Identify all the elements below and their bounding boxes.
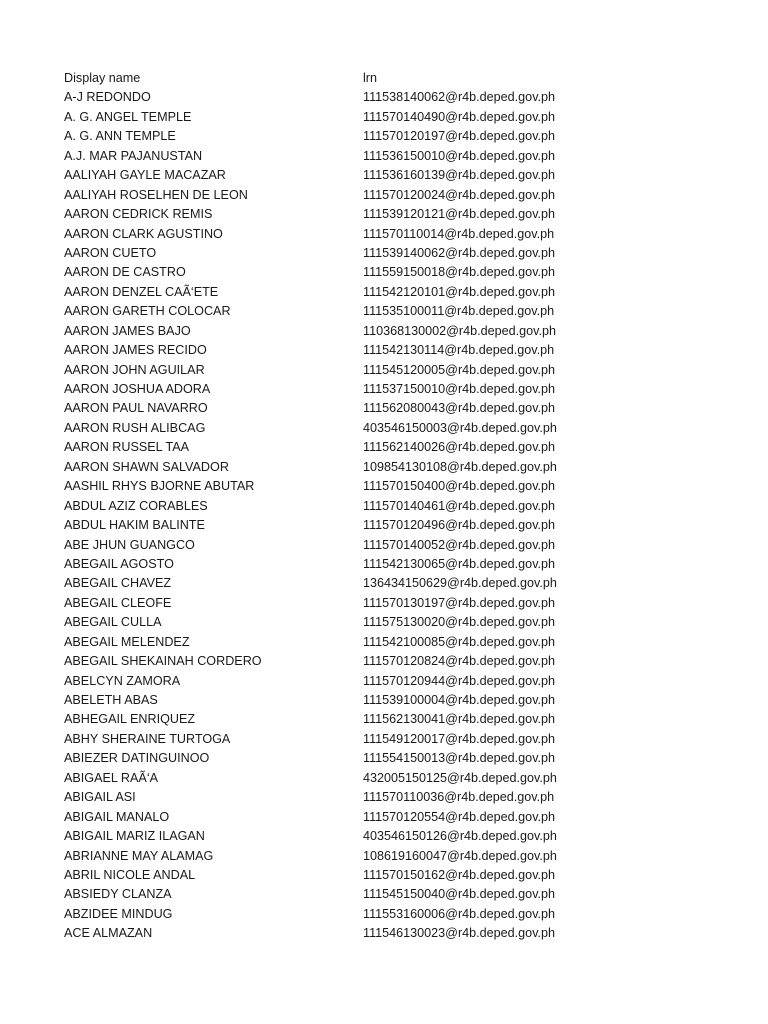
display-name-cell: ABHY SHERAINE TURTOGA: [64, 731, 231, 746]
lrn-cell: 111536160139@r4b.deped.gov.ph: [363, 168, 556, 183]
table-row: [64, 808, 704, 827]
table-row: [64, 827, 704, 846]
display-name-cell: A. G. ANN TEMPLE: [64, 129, 176, 144]
table-row: [64, 574, 704, 593]
display-name-cell: ABZIDEE MINDUG: [64, 906, 173, 921]
display-name-cell: AARON PAUL NAVARRO: [64, 401, 208, 416]
table-row: [64, 536, 704, 555]
lrn-cell: 109854130108@r4b.deped.gov.ph: [363, 459, 557, 474]
display-name-cell: ABEGAIL CHAVEZ: [64, 576, 172, 591]
display-name-cell: ABDUL AZIZ CORABLES: [64, 498, 208, 513]
lrn-cell: 111542130114@r4b.deped.gov.ph: [363, 343, 555, 358]
lrn-cell: 111570110014@r4b.deped.gov.ph: [363, 226, 555, 241]
display-name-cell: AARON JOSHUA ADORA: [64, 382, 211, 396]
display-name-cell: ABIGAEL RAÃ‘A: [64, 770, 159, 785]
lrn-cell: 111545120005@r4b.deped.gov.ph: [363, 362, 556, 377]
table-row: [64, 147, 704, 166]
lrn-cell: 111539100004@r4b.deped.gov.ph: [363, 693, 556, 707]
lrn-cell: 111542100085@r4b.deped.gov.ph: [363, 634, 556, 649]
lrn-cell: 111539120121@r4b.deped.gov.ph: [363, 207, 556, 222]
table-row: [64, 769, 704, 788]
table-row: [64, 691, 704, 710]
lrn-cell: 110368130002@r4b.deped.gov.ph: [363, 323, 556, 338]
table-row: [64, 88, 704, 107]
lrn-cell: 111570120496@r4b.deped.gov.ph: [363, 518, 556, 533]
display-name-cell: ABEGAIL MELENDEZ: [64, 634, 190, 649]
table-row: [64, 458, 704, 477]
lrn-cell: 111537150010@r4b.deped.gov.ph: [363, 382, 556, 396]
display-name-cell: A-J REDONDO: [64, 90, 151, 105]
display-name-cell: AARON DE CASTRO: [64, 265, 186, 280]
lrn-cell: 111570150400@r4b.deped.gov.ph: [363, 479, 556, 494]
display-name-cell: AARON RUSH ALIBCAG: [64, 420, 206, 435]
table-row: [64, 749, 704, 768]
display-name-cell: ABRIANNE MAY ALAMAG: [64, 848, 214, 863]
display-name-cell: ABELCYN ZAMORA: [64, 673, 181, 688]
display-name-cell: AALIYAH ROSELHEN DE LEON: [64, 187, 248, 202]
table-row: [64, 652, 704, 671]
display-name-cell: A. G. ANGEL TEMPLE: [64, 109, 192, 124]
table-row: [64, 866, 704, 885]
table-row: [64, 672, 704, 691]
lrn-cell: 111575130020@r4b.deped.gov.ph: [363, 615, 556, 630]
display-name-cell: AARON RUSSEL TAA: [64, 440, 190, 455]
lrn-cell: 111538140062@r4b.deped.gov.ph: [363, 90, 556, 105]
lrn-cell: 111553160006@r4b.deped.gov.ph: [363, 906, 556, 921]
display-name-cell: ABIGAIL MARIZ ILAGAN: [64, 829, 205, 844]
display-name-cell: AARON JAMES BAJO: [64, 323, 191, 338]
display-name-cell: A.J. MAR PAJANUSTAN: [64, 148, 203, 163]
lrn-cell: 111570140052@r4b.deped.gov.ph: [363, 537, 556, 552]
lrn-cell: 111542120101@r4b.deped.gov.ph: [363, 284, 556, 299]
table-row: [64, 186, 704, 205]
lrn-cell: 111562140026@r4b.deped.gov.ph: [363, 440, 556, 455]
table-row: [64, 788, 704, 807]
display-name-cell: ABEGAIL SHEKAINAH CORDERO: [64, 654, 262, 669]
lrn-cell: 111570140461@r4b.deped.gov.ph: [363, 498, 556, 513]
display-name-cell: AALIYAH GAYLE MACAZAR: [64, 168, 226, 183]
lrn-cell: 403546150126@r4b.deped.gov.ph: [363, 829, 557, 844]
display-name-cell: AARON SHAWN SALVADOR: [64, 459, 229, 474]
table-row: [64, 263, 704, 282]
table-row: [64, 380, 704, 399]
lrn-cell: 111549120017@r4b.deped.gov.ph: [363, 731, 556, 746]
lrn-cell: 111536150010@r4b.deped.gov.ph: [363, 148, 556, 163]
table-row: [64, 244, 704, 263]
table-row: [64, 885, 704, 904]
lrn-cell: 108619160047@r4b.deped.gov.ph: [363, 848, 557, 863]
column-header-display-name: Display name: [64, 71, 141, 85]
column-header-lrn: lrn: [363, 71, 377, 85]
display-name-cell: ABEGAIL CLEOFE: [64, 595, 172, 610]
display-name-cell: ABELETH ABAS: [64, 693, 158, 707]
display-name-cell: ABRIL NICOLE ANDAL: [64, 867, 196, 882]
lrn-cell: 136434150629@r4b.deped.gov.ph: [363, 576, 557, 591]
display-name-cell: ABIEZER DATINGUINOO: [64, 751, 210, 766]
display-name-cell: ABIGAIL MANALO: [64, 809, 170, 824]
lrn-cell: 111570110036@r4b.deped.gov.ph: [363, 790, 555, 805]
table-row: [64, 361, 704, 380]
lrn-cell: 111542130065@r4b.deped.gov.ph: [363, 556, 556, 571]
table-row: [64, 847, 704, 866]
table-body: [64, 88, 704, 943]
display-name-cell: ABDUL HAKIM BALINTE: [64, 518, 205, 533]
display-name-cell: AARON JAMES RECIDO: [64, 343, 207, 358]
table-row: [64, 613, 704, 632]
table-row: [64, 730, 704, 749]
table-row: [64, 905, 704, 924]
lrn-cell: 111570120024@r4b.deped.gov.ph: [363, 187, 556, 202]
table-row: [64, 924, 704, 943]
table-row: [64, 555, 704, 574]
lrn-cell: 111570130197@r4b.deped.gov.ph: [363, 595, 556, 610]
display-name-cell: AARON CEDRICK REMIS: [64, 207, 213, 222]
display-name-cell: AARON CLARK AGUSTINO: [64, 226, 223, 241]
display-name-cell: ABIGAIL ASI: [64, 790, 136, 805]
table-row: [64, 477, 704, 496]
table-row: [64, 127, 704, 146]
table-row: [64, 166, 704, 185]
lrn-cell: 111570120944@r4b.deped.gov.ph: [363, 673, 556, 688]
lrn-cell: 111545150040@r4b.deped.gov.ph: [363, 887, 556, 902]
lrn-cell: 111535100011@r4b.deped.gov.ph: [363, 304, 555, 319]
display-name-cell: ABEGAIL AGOSTO: [64, 556, 174, 571]
table-row: [64, 594, 704, 613]
table-row: [64, 341, 704, 360]
table-row: [64, 205, 704, 224]
lrn-cell: 432005150125@r4b.deped.gov.ph: [363, 770, 557, 785]
table-row: [64, 108, 704, 127]
table-row: [64, 516, 704, 535]
table-row: [64, 497, 704, 516]
display-name-cell: AARON DENZEL CAÃ‘ETE: [64, 284, 219, 299]
lrn-cell: 111546130023@r4b.deped.gov.ph: [363, 926, 556, 941]
display-name-cell: AARON CUETO: [64, 245, 157, 260]
table-row: [64, 225, 704, 244]
table-row: [64, 438, 704, 457]
display-name-cell: AARON JOHN AGUILAR: [64, 362, 205, 377]
table-row: [64, 283, 704, 302]
table-header-row: [64, 69, 704, 88]
display-name-cell: AASHIL RHYS BJORNE ABUTAR: [64, 479, 255, 494]
lrn-cell: 111562080043@r4b.deped.gov.ph: [363, 401, 556, 416]
lrn-cell: 111570140490@r4b.deped.gov.ph: [363, 109, 556, 124]
lrn-cell: 111570120824@r4b.deped.gov.ph: [363, 654, 556, 669]
table-row: [64, 710, 704, 729]
lrn-cell: 403546150003@r4b.deped.gov.ph: [363, 420, 557, 435]
lrn-cell: 111539140062@r4b.deped.gov.ph: [363, 245, 556, 260]
table-row: [64, 302, 704, 321]
lrn-cell: 111570120197@r4b.deped.gov.ph: [363, 129, 556, 144]
lrn-cell: 111570150162@r4b.deped.gov.ph: [363, 867, 556, 882]
lrn-cell: 111570120554@r4b.deped.gov.ph: [363, 809, 556, 824]
table-row: [64, 419, 704, 438]
display-name-cell: ABHEGAIL ENRIQUEZ: [64, 712, 196, 727]
student-table: [64, 69, 704, 944]
display-name-cell: ACE ALMAZAN: [64, 926, 153, 941]
table-row: [64, 322, 704, 341]
table-row: [64, 633, 704, 652]
display-name-cell: ABE JHUN GUANGCO: [64, 537, 195, 552]
lrn-cell: 111559150018@r4b.deped.gov.ph: [363, 265, 556, 280]
display-name-cell: AARON GARETH COLOCAR: [64, 304, 231, 319]
display-name-cell: ABEGAIL CULLA: [64, 615, 162, 630]
lrn-cell: 111554150013@r4b.deped.gov.ph: [363, 751, 556, 766]
lrn-cell: 111562130041@r4b.deped.gov.ph: [363, 712, 556, 727]
display-name-cell: ABSIEDY CLANZA: [64, 887, 172, 902]
table-row: [64, 399, 704, 418]
